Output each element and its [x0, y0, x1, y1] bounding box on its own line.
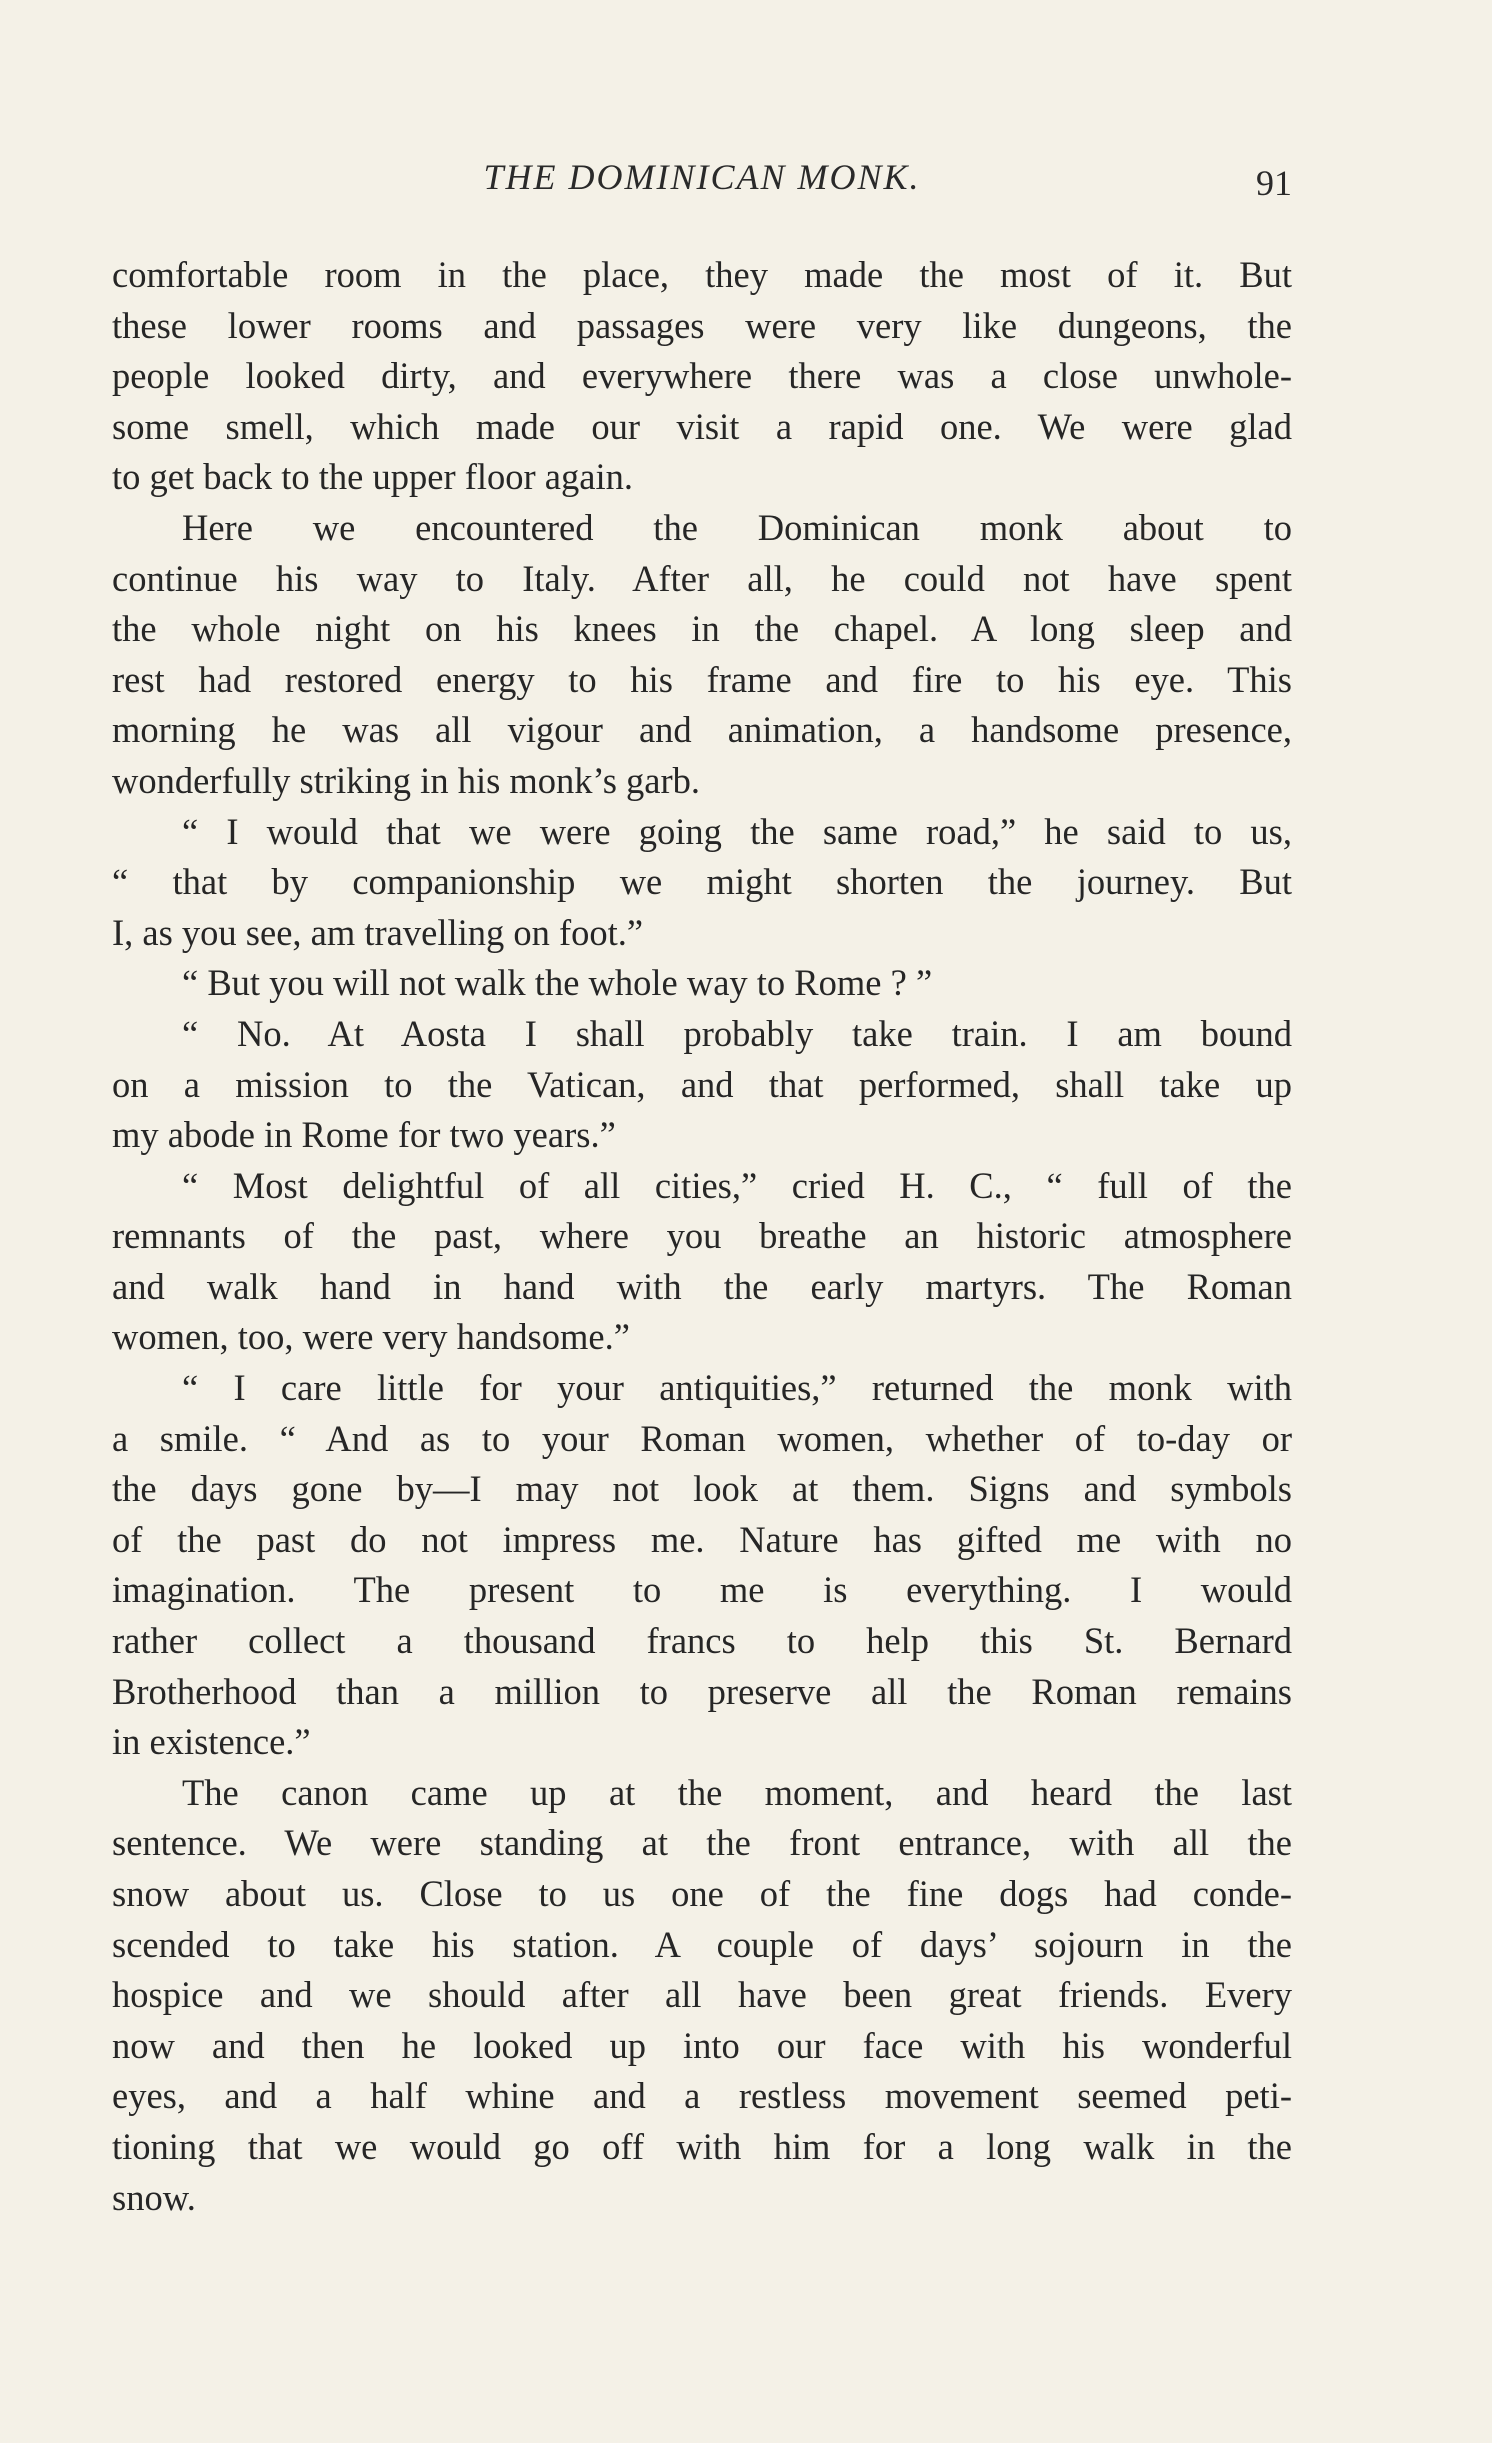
text-line: to get back to the upper floor again.	[112, 456, 633, 498]
text-line: “ I care little for your antiquities,” returned the monk with	[182, 1367, 1292, 1409]
text-line: Here we encountered the Dominican monk about to	[182, 506, 1292, 548]
text-line: eyes, and a half whine and a restless movement seemed peti-	[112, 2075, 1292, 2117]
body-text	[112, 250, 1292, 2223]
text-line: comfortable room in the place, they made the most of it. But	[112, 254, 1292, 295]
text-line: and walk hand in hand with the early martyrs. The Roman	[112, 1265, 1292, 1307]
text-line: a smile. “ And as to your Roman women, whether of to-day or	[112, 1417, 1292, 1459]
text-line: wonderfully striking in his monk’s garb.	[112, 759, 701, 801]
page-number: 91	[1256, 163, 1292, 203]
text-line: women, too, were very handsome.”	[112, 1316, 630, 1358]
text-line: snow about us. Close to us one of the fine dogs had conde-	[112, 1873, 1292, 1914]
text-line: “ I would that we were going the same road,” he said to us,	[182, 810, 1292, 852]
text-line: hospice and we should after all have been great friends. Every	[112, 1974, 1292, 2016]
text-line: scended to take his station. A couple of days’ sojourn in the	[112, 1923, 1292, 1965]
text-line: now and then he looked up into our face with his wonderful	[112, 2024, 1292, 2066]
text-line: on a mission to the Vatican, and that performed, shall take up	[112, 1063, 1292, 1105]
text-line: rest had restored energy to his frame and fire to his eye. This	[112, 658, 1292, 700]
running-head	[112, 148, 1292, 208]
text-line: rather collect a thousand francs to help this St. Bernard	[112, 1620, 1292, 1662]
text-line: Brotherhood than a million to preserve all the Roman remains	[112, 1670, 1292, 1712]
text-line: “ Most delightful of all cities,” cried H. C., “ full of the	[182, 1164, 1292, 1206]
text-line: of the past do not impress me. Nature has gifted me with no	[112, 1518, 1292, 1560]
text-line: snow.	[112, 2176, 196, 2218]
text-line: the whole night on his knees in the chapel. A long sleep and	[112, 608, 1292, 650]
text-line: I, as you see, am travelling on foot.”	[112, 911, 644, 953]
text-line: some smell, which made our visit a rapid one. We were glad	[112, 405, 1292, 447]
text-line: “ that by companionship we might shorten the journey. But	[112, 861, 1292, 903]
text-line: “ But you will not walk the whole way to Rome ? ”	[182, 962, 933, 1004]
text-line: my abode in Rome for two years.”	[112, 1114, 616, 1156]
text-line: sentence. We were standing at the front entrance, with all the	[112, 1822, 1292, 1864]
text-line: these lower rooms and passages were very like dungeons, the	[112, 304, 1292, 346]
text-line: in existence.”	[112, 1721, 311, 1763]
text-line: tioning that we would go off with him for a long walk in the	[112, 2125, 1292, 2167]
text-line: “ No. At Aosta I shall probably take train. I am bound	[182, 1012, 1292, 1054]
text-line: continue his way to Italy. After all, he could not have spent	[112, 557, 1292, 599]
running-title: THE DOMINICAN MONK.	[483, 157, 921, 197]
text-line: morning he was all vigour and animation, a handsome presence,	[112, 709, 1292, 751]
text-line: remnants of the past, where you breathe an historic atmosphere	[112, 1215, 1292, 1257]
text-line: imagination. The present to me is everything. I would	[112, 1569, 1292, 1611]
text-line: people looked dirty, and everywhere there was a close unwhole-	[112, 355, 1292, 397]
text-line: the days gone by—I may not look at them. Signs and symbols	[112, 1468, 1292, 1510]
text-line: The canon came up at the moment, and heard the last	[182, 1771, 1292, 1813]
